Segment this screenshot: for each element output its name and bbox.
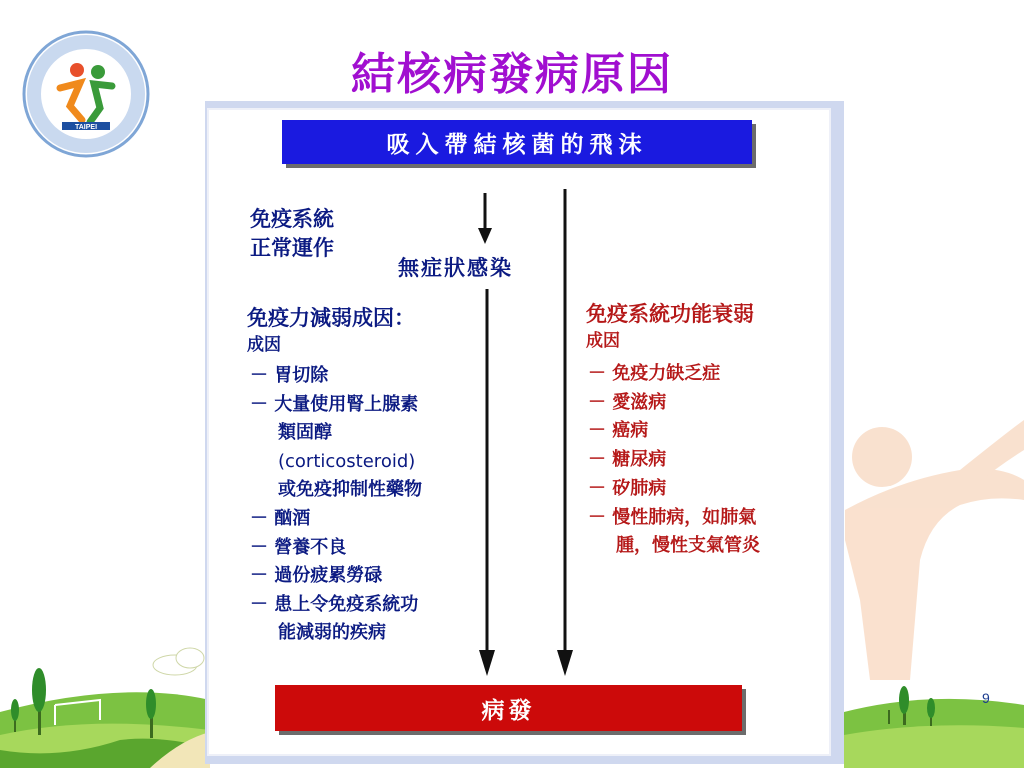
page-number: 9: [982, 690, 990, 706]
arrow-to-onset-left: [479, 650, 495, 676]
immune-failure-heading: 免疫系統功能衰弱 成因: [586, 302, 754, 351]
bullet-dash: －: [588, 391, 613, 413]
weakened-cause-continuation: 能減弱的疾病: [278, 622, 386, 644]
bullet-dash: －: [250, 536, 275, 558]
bullet-dash: －: [588, 449, 613, 471]
weakened-cause-text: 酗酒: [274, 507, 311, 529]
disease-onset-box: 病發: [275, 685, 742, 731]
weakened-cause-item: [250, 591, 422, 620]
weakened-cause-text: 營養不良: [274, 536, 347, 558]
asymptomatic-infection-label: 無症狀感染: [398, 256, 513, 280]
failure-cause-item: [588, 504, 760, 533]
failure-cause-text: 愛滋病: [612, 391, 667, 413]
arrow-to-asymptomatic: [478, 228, 492, 244]
failure-cause-text: 糖尿病: [612, 449, 667, 471]
failure-cause-text: 癌病: [612, 420, 649, 442]
failure-cause-item: [588, 389, 760, 418]
failure-cause-text: 慢性肺病，如肺氣: [612, 506, 757, 528]
weakened-cause-text: 胃切除: [274, 365, 329, 386]
svg-text:TAIPEI: TAIPEI: [74, 124, 98, 131]
normal-immunity-label: 免疫系統 正常運作: [250, 207, 334, 260]
failure-cause-text: 免疫力缺乏症: [612, 363, 721, 384]
weakened-cause-text: 患上令免疫系統功: [274, 593, 419, 615]
bullet-dash: －: [250, 593, 275, 615]
weakened-immunity-heading: 免疫力減弱成因： 成因: [247, 306, 415, 355]
weakened-cause-text: 過份疲累勞碌: [274, 565, 383, 587]
weakened-causes-list: [250, 362, 422, 648]
weakened-cause-continuation: 或免疫抑制性藥物: [278, 479, 422, 501]
bullet-dash: －: [588, 363, 613, 384]
bullet-dash: －: [250, 365, 275, 386]
weakened-cause-item: [250, 562, 422, 591]
arrow-to-onset-right: [557, 650, 573, 676]
bullet-dash: －: [250, 507, 275, 529]
failure-cause-item: [588, 446, 760, 475]
bullet-dash: －: [250, 565, 275, 587]
weakened-cause-continuation: 類固醇: [278, 422, 332, 444]
bullet-dash: －: [588, 506, 613, 528]
weakened-cause-item: [250, 362, 422, 391]
bullet-dash: －: [588, 420, 613, 442]
weakened-cause-item: [250, 391, 422, 420]
immune-failure-causes-list: [588, 360, 760, 561]
failure-cause-continuation: 腫，慢性支氣管炎: [616, 535, 760, 557]
failure-cause-item: [588, 417, 760, 446]
bullet-dash: －: [250, 393, 275, 415]
weakened-cause-continuation: (corticosteroid): [278, 450, 416, 472]
inhale-droplets-box: 吸入帶結核菌的飛沫: [282, 120, 752, 164]
failure-cause-item: [588, 475, 760, 504]
failure-cause-item: [588, 360, 760, 389]
weakened-cause-item: [250, 534, 422, 563]
weakened-cause-text: 大量使用腎上腺素: [274, 393, 419, 415]
failure-cause-text: 矽肺病: [612, 477, 667, 499]
weakened-cause-item: [250, 505, 422, 534]
slide-title: 結核病發病原因: [351, 49, 673, 100]
bullet-dash: －: [588, 477, 613, 499]
